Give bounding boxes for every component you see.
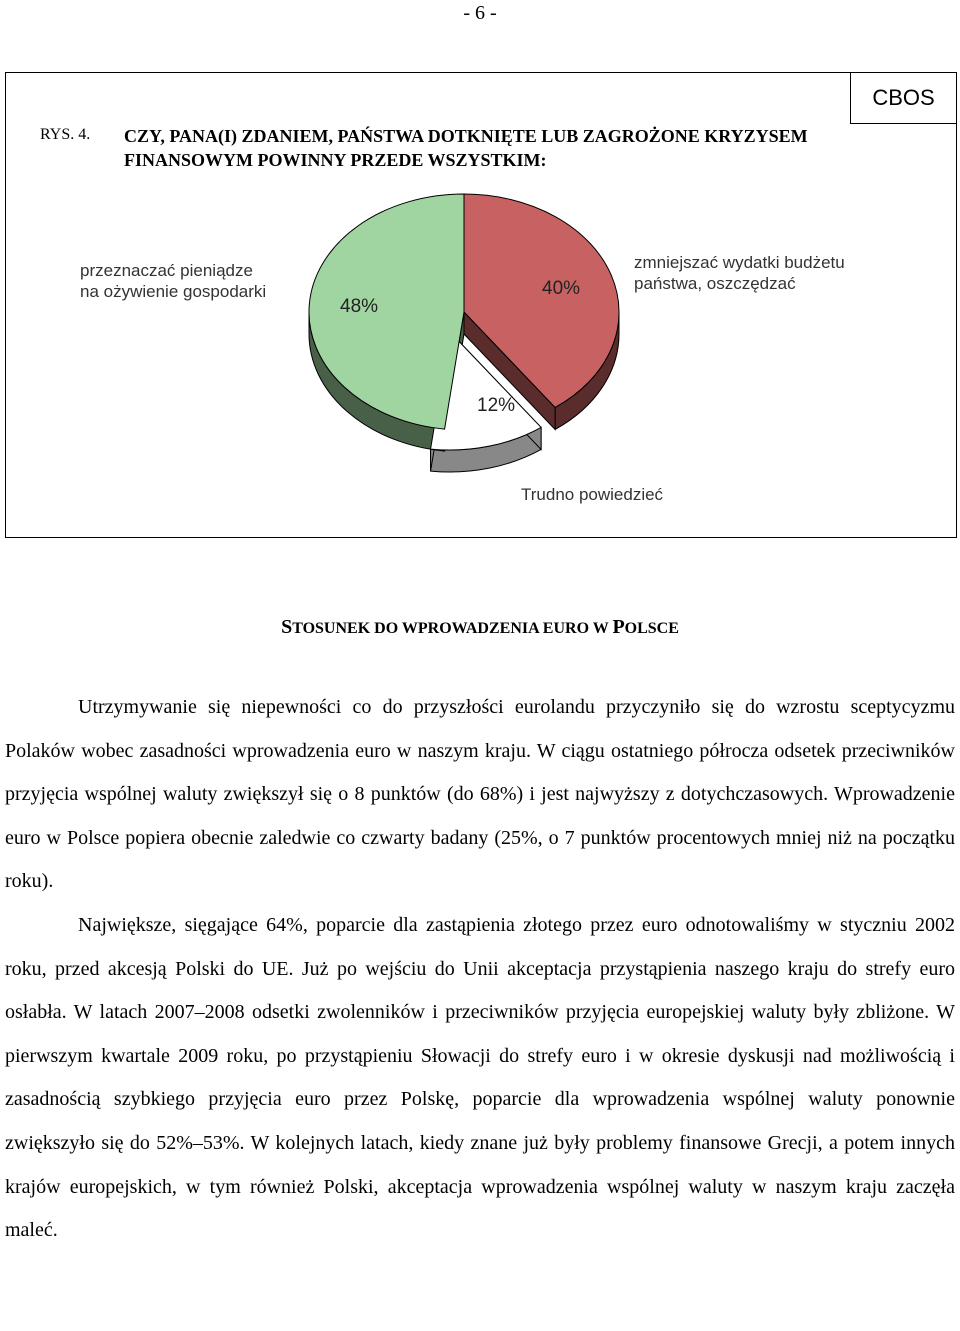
figure-title: CZY, PANA(I) ZDANIEM, PAŃSTWA DOTKNIĘTE LUB ZAGROŻONE KRYZYSEM FINANSOWYM POWINNY PRZEDE WSZYSTKIM: [124, 126, 808, 170]
source-badge: CBOS [850, 72, 957, 124]
slice-label-2: Trudno powiedzieć [521, 485, 664, 504]
paragraph-2: Największe, sięgające 64%, poparcie dla zastąpienia złotego przez euro odnotowaliśmy w styczniu 2002 roku, przed akcesją Polski do UE. Już po wejściu do Unii akceptacja przystąpienia naszego kraju do strefy euro osłabła. W latach 2007–2008 odsetki zwolenników i przeciwników przyjęcia europejskiej waluty były zbliżone. W pierwszym kwartale 2009 roku, po przystąpieniu Słowacji do strefy euro i w okresie dyskusji nad możliwością i zasadnością szybkiego przyjęcia euro przez Polskę, poparcie dla wprowadzenia wspólnej waluty ponownie zwiększyło się do 52%–53%. W kolejnych latach, kiedy znane już były problemy finansowe Grecji, a potem innych krajów europejskich, w tym również Polski, akceptacja wprowadzenia wspólnej waluty w naszym kraju zaczęła maleć. [5, 913, 955, 1242]
slice-label-1: zmniejszać wydatki budżetu państwa, oszczędzać [634, 253, 845, 293]
slice-value-1: 40% [542, 278, 581, 299]
body-text [5, 686, 955, 1253]
slice-value-2: 12% [477, 395, 516, 416]
page-number: - 6 - [463, 2, 497, 24]
paragraph-1: Utrzymywanie się niepewności co do przyszłości eurolandu przyczyniło się do wzrostu sceptycyzmu Polaków wobec zasadności wprowadzenia euro w naszym kraju. W ciągu ostatniego półrocza odsetek przeciwników przyjęcia wspólnej waluty zwiększył się o 8 punktów (do 68%) i jest najwyższy z dotychczasowych. Wprowadzenie euro w Polsce popiera obecnie zaledwie co czwarty badany (25%, o 7 punktów procentowych mniej niż na początku roku). [5, 696, 955, 893]
figure-label: RYS. 4. [40, 126, 91, 143]
slice-value-0: 48% [340, 296, 379, 317]
slice-label-0: przeznaczać pieniądze na ożywienie gospodarki [80, 261, 267, 301]
section-heading: STOSUNEK DO WPROWADZENIA EURO W POLSCE [281, 616, 679, 638]
